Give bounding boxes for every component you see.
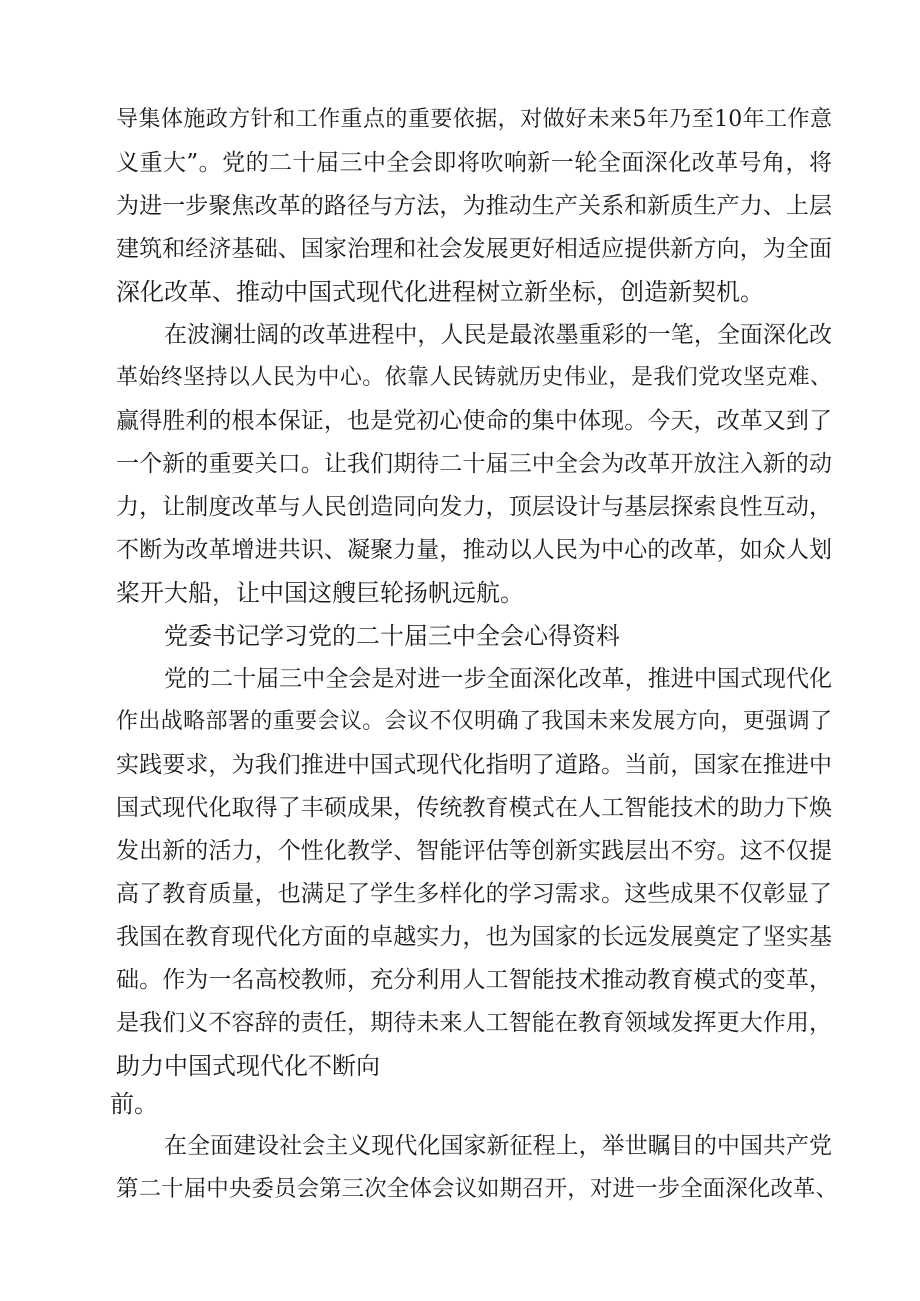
text-line: 桨开大船，让中国这艘巨轮扬帆远航。 [116,579,524,607]
text-line: 我国在教育现代化方面的卓越实力，也为国家的长远发展奠定了坚实基 [116,924,832,950]
text-line: 高了教育质量，也满足了学生多样化的学习需求。这些成果不仅彰显了 [116,881,832,907]
text-line: 建筑和经济基础、国家治理和社会发展更好相适应提供新方向，为全面 [116,236,832,262]
text-line: 为进一步聚焦改革的路径与方法，为推动生产关系和新质生产力、上层 [116,193,832,219]
text-line: 在全面建设社会主义现代化国家新征程上，举世瞩目的中国共产党 [164,1133,832,1159]
text-line: 国式现代化取得了丰硕成果，传统教育模式在人工智能技术的助力下焕 [116,795,832,821]
text-line: 革始终坚持以人民为中心。依靠人民铸就历史伟业，是我们党攻坚克难、 [116,365,832,390]
text-line: 力，让制度改革与人民创造同向发力，顶层设计与基层探索良性互动， [116,494,832,520]
text-line: 前。 [110,1090,158,1118]
text-line: 不断为改革增进共识、凝聚力量，推动以人民为中心的改革，如众人划 [116,537,832,563]
text-line: 在波澜壮阔的改革进程中，人民是最浓墨重彩的一笔，全面深化改 [164,322,832,348]
text-line: 赢得胜利的根本保证，也是党初心使命的集中体现。今天，改革又到了 [116,408,832,434]
text-line: 作出战略部署的重要会议。会议不仅明确了我国未来发展方向，更强调了 [116,709,832,734]
text-line: 深化改革、推动中国式现代化进程树立新坐标，创造新契机。 [116,278,764,306]
text-line: 助力中国式现代化不断向 [116,1052,380,1080]
text-line: 发出新的活力，个性化教学、智能评估等创新实践层出不穷。这不仅提 [116,838,832,864]
text-line: 导集体施政方针和工作重点的重要依据，对做好未来5年乃至10年工作意 [116,107,832,132]
text-line: 义重大”。党的二十届三中全会即将吹响新一轮全面深化改革号角，将 [116,150,832,176]
section-title: 党委书记学习党的二十届三中全会心得资料 [164,622,620,650]
text-line: 础。作为一名高校教师，充分利用人工智能技术推动教育模式的变革， [116,967,832,993]
text-line: 是我们义不容辞的责任，期待未来人工智能在教育领域发挥更大作用， [116,1010,832,1036]
text-line: 一个新的重要关口。让我们期待二十届三中全会为改革开放注入新的动 [116,451,832,477]
text-line: 党的二十届三中全会是对进一步全面深化改革，推进中国式现代化 [164,666,832,692]
text-line: 第二十届中央委员会第三次全体会议如期召开，对进一步全面深化改革、 [116,1176,838,1202]
text-line: 实践要求，为我们推进中国式现代化指明了道路。当前，国家在推进中 [116,752,832,778]
